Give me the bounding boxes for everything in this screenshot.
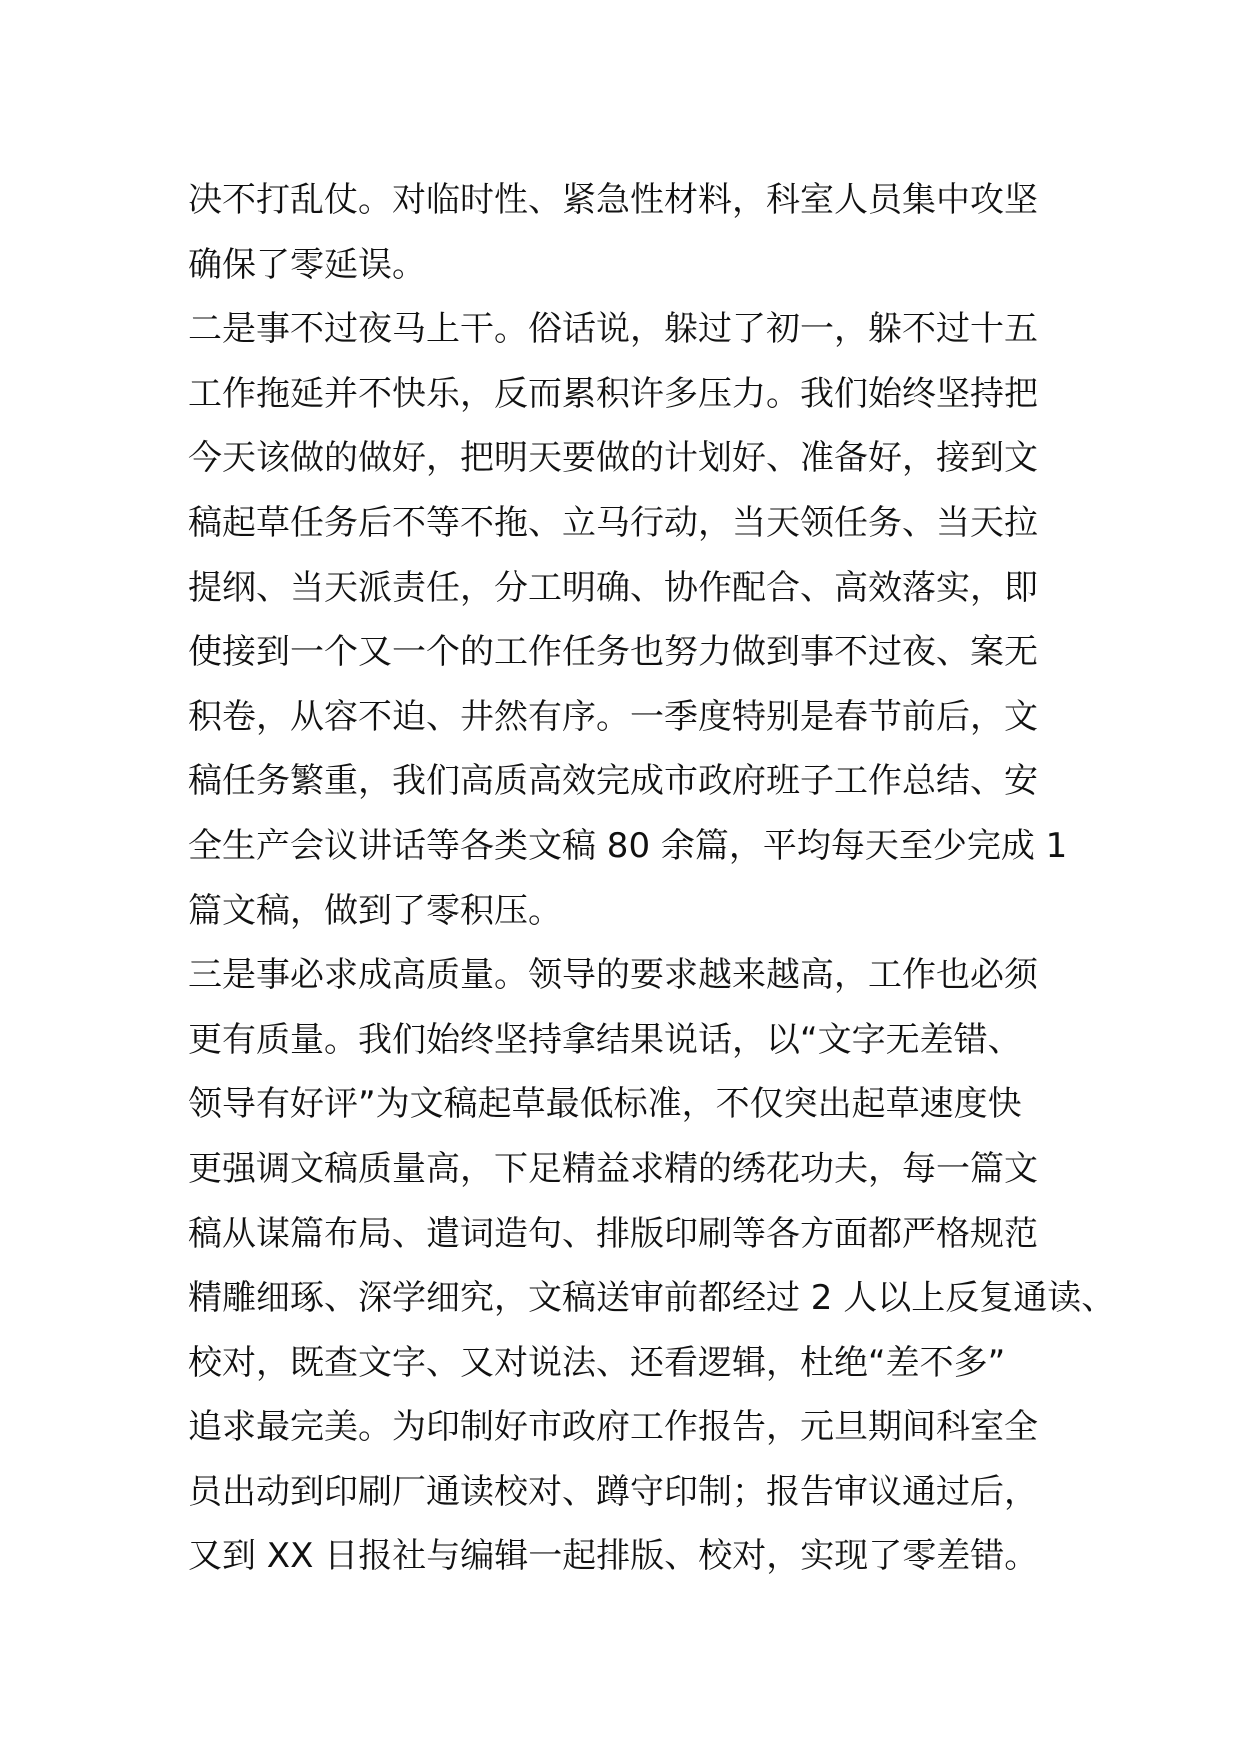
text-line: 提纲、当天派责任，分工明确、协作配合、高效落实，即	[188, 567, 1038, 608]
text-line: 稿起草任务后不等不拖、立马行动，当天领任务、当天拉	[188, 502, 1038, 543]
text-line: 工作拖延并不快乐，反而累积许多压力。我们始终坚持把	[188, 373, 1038, 414]
text-line: 积卷，从容不迫、井然有序。一季度特别是春节前后，文	[188, 696, 1038, 737]
text-line: 使接到一个又一个的工作任务也努力做到事不过夜、案无	[188, 632, 1038, 673]
text-line: 精雕细琢、深学细究，文稿送审前都经过 2 人以上反复通读、	[188, 1278, 1116, 1319]
text-line: 今天该做的做好，把明天要做的计划好、准备好，接到文	[188, 438, 1038, 479]
body-text	[188, 168, 1116, 1589]
text-line: 又到 XX 日报社与编辑一起排版、校对，实现了零差错。	[188, 1536, 1039, 1577]
text-line: 更有质量。我们始终坚持拿结果说话，以“文字无差错、	[188, 1019, 1022, 1060]
text-line: 更强调文稿质量高，下足精益求精的绣花功夫，每一篇文	[188, 1148, 1038, 1189]
text-line: 决不打乱仗。对临时性、紧急性材料，科室人员集中攻坚	[188, 180, 1038, 220]
text-line: 稿任务繁重，我们高质高效完成市政府班子工作总结、安	[188, 761, 1038, 802]
text-line: 篇文稿，做到了零积压。	[188, 890, 562, 931]
text-line: 员出动到印刷厂通读校对、蹲守印制；报告审议通过后，	[188, 1471, 1038, 1512]
text-line: 校对，既查文字、又对说法、还看逻辑，杜绝“差不多”	[188, 1342, 1006, 1383]
text-line: 全生产会议讲话等各类文稿 80 余篇，平均每天至少完成 1	[188, 825, 1068, 866]
text-line: 领导有好评”为文稿起草最低标准，不仅突出起草速度快	[188, 1084, 1022, 1125]
text-line: 追求最完美。为印制好市政府工作报告，元旦期间科室全	[188, 1407, 1038, 1448]
text-line: 三是事必求成高质量。领导的要求越来越高，工作也必须	[188, 955, 1038, 996]
text-line: 稿从谋篇布局、遣词造句、排版印刷等各方面都严格规范	[188, 1213, 1038, 1254]
text-line: 二是事不过夜马上干。俗话说，躲过了初一，躲不过十五	[188, 309, 1038, 350]
text-line: 确保了零延误。	[188, 244, 426, 285]
